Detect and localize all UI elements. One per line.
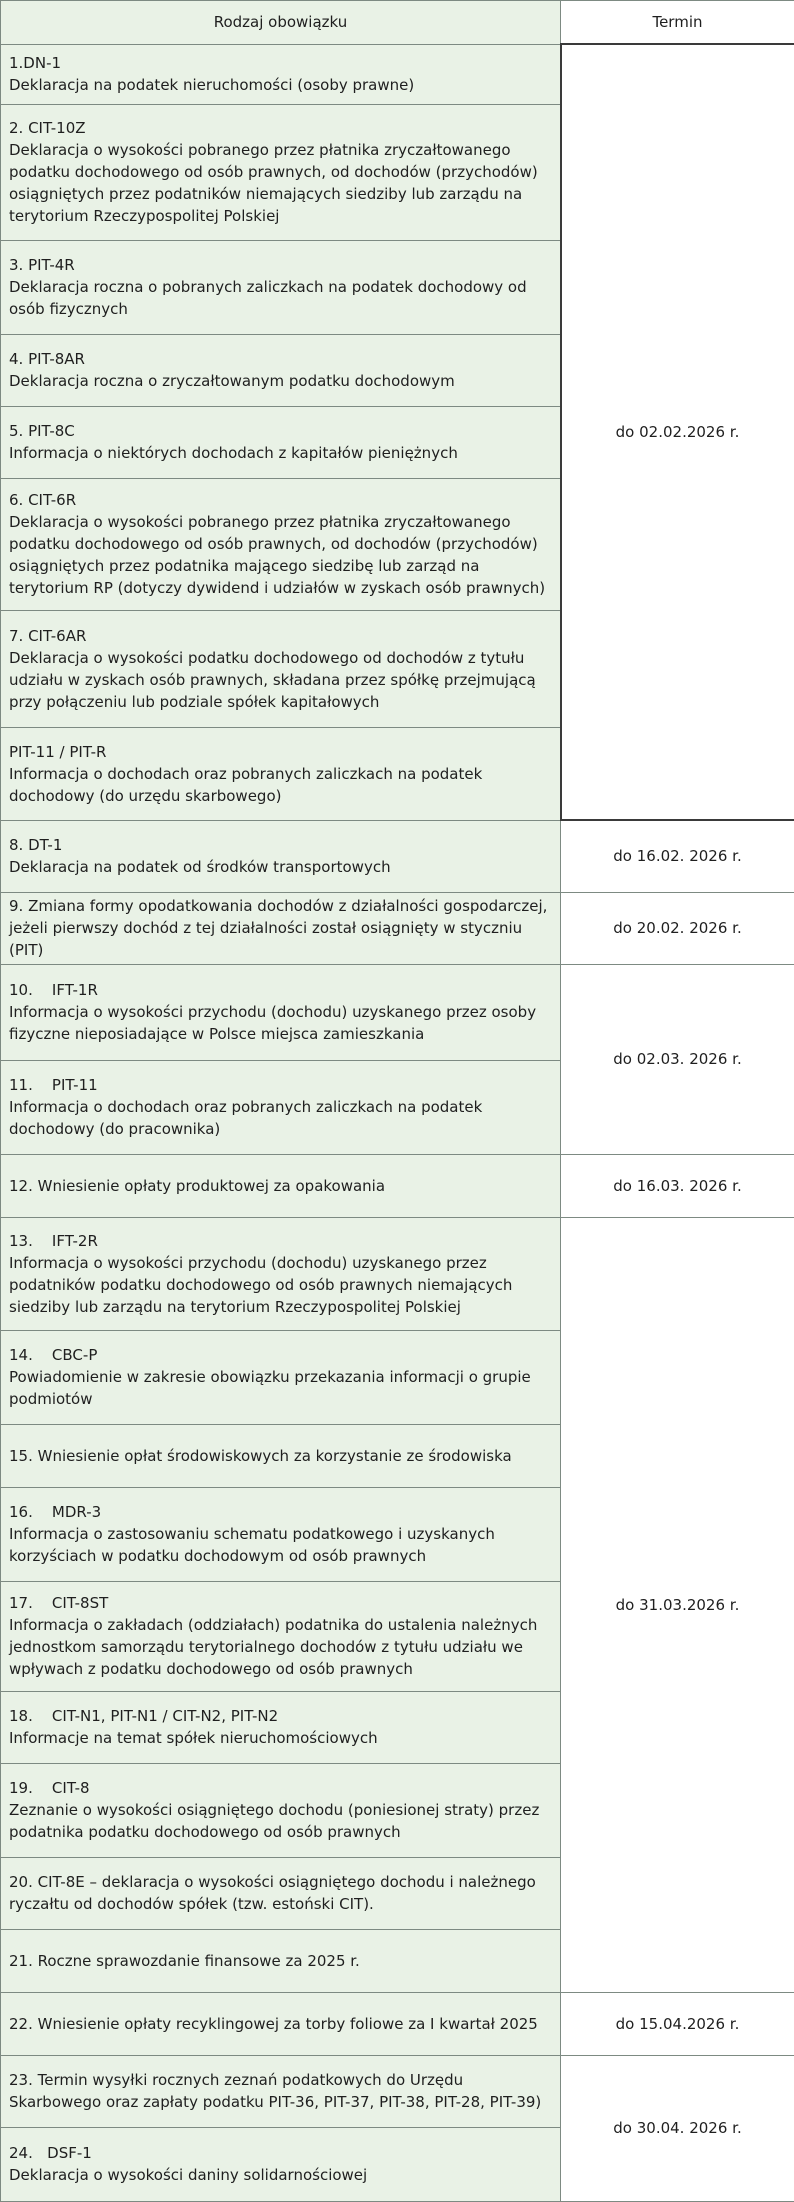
column-header-deadline: Termin xyxy=(561,1,794,45)
column-header-obligation: Rodzaj obowiązku xyxy=(1,1,561,45)
deadline-cell: do 31.03.2026 r. xyxy=(561,1217,794,1992)
deadline-cell: do 02.03. 2026 r. xyxy=(561,964,794,1154)
obligation-cell xyxy=(1,964,561,1060)
obligation-description: Informacja o dochodach oraz pobranych zaliczkach na podatek dochodowy (do urzędu skarbowego) xyxy=(9,763,552,807)
obligation-cell xyxy=(1,334,561,406)
table-row xyxy=(1,1154,794,1217)
obligation-title: 13. IFT-2R xyxy=(9,1230,552,1252)
deadline-cell: do 30.04. 2026 r. xyxy=(561,2055,794,2201)
obligation-cell xyxy=(1,1691,561,1763)
deadline-cell: do 20.02. 2026 r. xyxy=(561,892,794,964)
obligation-title: 8. DT-1 xyxy=(9,834,552,856)
deadline-cell: do 15.04.2026 r. xyxy=(561,1992,794,2055)
obligation-description: Deklaracja o wysokości pobranego przez płatnika zryczałtowanego podatku dochodowego od osób prawnych, od dochodów (przychodów) osiągniętych przez podatnika mającego siedzibę lub zarząd na terytorium RP (dotyczy dywidend i udziałów w zyskach osób prawnych) xyxy=(9,511,552,599)
obligation-cell xyxy=(1,1060,561,1154)
obligation-description: Deklaracja o wysokości podatku dochodowego od dochodów z tytułu udziału w zyskach osób prawnych, składana przez spółkę przejmującą przy połączeniu lub podziale spółek kapitałowych xyxy=(9,647,552,713)
obligation-title: 10. IFT-1R xyxy=(9,979,552,1001)
obligation-title: 6. CIT-6R xyxy=(9,489,552,511)
table-row xyxy=(1,964,794,1060)
deadline-cell: do 16.02. 2026 r. xyxy=(561,820,794,892)
obligation-cell xyxy=(1,104,561,240)
obligation-title: 17. CIT-8ST xyxy=(9,1592,552,1614)
obligation-title: 22. Wniesienie opłaty recyklingowej za torby foliowe za I kwartał 2025 xyxy=(9,2013,552,2035)
obligation-title: 21. Roczne sprawozdanie finansowe za 2025 r. xyxy=(9,1950,552,1972)
table-row xyxy=(1,2055,794,2127)
obligation-description: Informacja o zastosowaniu schematu podatkowego i uzyskanych korzyściach w podatku dochodowym od osób prawnych xyxy=(9,1523,552,1567)
obligation-cell xyxy=(1,1929,561,1992)
obligation-cell xyxy=(1,1581,561,1691)
obligation-title: 4. PIT-8AR xyxy=(9,348,552,370)
obligation-title: 23. Termin wysyłki rocznych zeznań podatkowych do Urzędu Skarbowego oraz zapłaty podatku PIT-36, PIT-37, PIT-38, PIT-28, PIT-39) xyxy=(9,2069,552,2113)
obligation-title: 3. PIT-4R xyxy=(9,254,552,276)
obligation-title: 7. CIT-6AR xyxy=(9,625,552,647)
obligation-description: Informacje na temat spółek nieruchomościowych xyxy=(9,1727,552,1749)
obligation-cell xyxy=(1,1154,561,1217)
obligation-title: 24. DSF-1 xyxy=(9,2142,552,2164)
table-row xyxy=(1,892,794,964)
obligation-description: Deklaracja na podatek od środków transportowych xyxy=(9,856,552,878)
obligation-title: PIT-11 / PIT-R xyxy=(9,741,552,763)
obligation-description: Informacja o zakładach (oddziałach) podatnika do ustalenia należnych jednostkom samorządu terytorialnego dochodów z tytułu udziału we wpływach z podatku dochodowego od osób prawnych xyxy=(9,1614,552,1680)
obligation-title: 11. PIT-11 xyxy=(9,1074,552,1096)
obligation-title: 14. CBC-P xyxy=(9,1344,552,1366)
obligation-cell xyxy=(1,1763,561,1857)
obligation-cell xyxy=(1,727,561,820)
obligation-title: 19. CIT-8 xyxy=(9,1777,552,1799)
obligation-cell xyxy=(1,1487,561,1581)
table-row xyxy=(1,1217,794,1330)
obligation-title: 12. Wniesienie opłaty produktowej za opakowania xyxy=(9,1175,552,1197)
obligation-cell xyxy=(1,610,561,727)
obligation-title: 2. CIT-10Z xyxy=(9,117,552,139)
obligation-description: Deklaracja na podatek nieruchomości (osoby prawne) xyxy=(9,74,552,96)
obligation-description: Deklaracja roczna o zryczałtowanym podatku dochodowym xyxy=(9,370,552,392)
obligation-cell xyxy=(1,406,561,478)
table-header-row xyxy=(1,1,794,45)
obligation-description: Deklaracja o wysokości pobranego przez płatnika zryczałtowanego podatku dochodowego od osób prawnych, od dochodów (przychodów) osiągniętych przez podatników niemających siedziby lub zarządu na terytorium Rzeczypospolitej Polskiej xyxy=(9,139,552,227)
obligation-cell xyxy=(1,1857,561,1929)
obligation-cell xyxy=(1,1330,561,1424)
obligation-cell xyxy=(1,2127,561,2201)
table-row xyxy=(1,1992,794,2055)
obligation-title: 20. CIT-8E – deklaracja o wysokości osiągniętego dochodu i należnego ryczałtu od dochodów spółek (tzw. estoński CIT). xyxy=(9,1871,552,1915)
deadline-cell: do 16.03. 2026 r. xyxy=(561,1154,794,1217)
obligation-cell xyxy=(1,240,561,334)
obligation-cell xyxy=(1,892,561,964)
table-row xyxy=(1,44,794,104)
deadline-cell: do 02.02.2026 r. xyxy=(561,44,794,820)
obligation-title: 9. Zmiana formy opodatkowania dochodów z działalności gospodarczej, jeżeli pierwszy dochód z tej działalności został osiągnięty w styczniu (PIT) xyxy=(9,895,552,961)
obligation-description: Powiadomienie w zakresie obowiązku przekazania informacji o grupie podmiotów xyxy=(9,1366,552,1410)
obligation-description: Informacja o dochodach oraz pobranych zaliczkach na podatek dochodowy (do pracownika) xyxy=(9,1096,552,1140)
obligation-title: 16. MDR-3 xyxy=(9,1501,552,1523)
obligation-cell xyxy=(1,1992,561,2055)
obligation-description: Deklaracja o wysokości daniny solidarnościowej xyxy=(9,2164,552,2186)
obligation-title: 1.DN-1 xyxy=(9,52,552,74)
obligation-cell xyxy=(1,1424,561,1487)
obligation-cell xyxy=(1,820,561,892)
obligation-title: 18. CIT-N1, PIT-N1 / CIT-N2, PIT-N2 xyxy=(9,1705,552,1727)
obligation-cell xyxy=(1,478,561,610)
obligation-cell xyxy=(1,2055,561,2127)
obligation-description: Informacja o niektórych dochodach z kapitałów pieniężnych xyxy=(9,442,552,464)
obligation-description: Informacja o wysokości przychodu (dochodu) uzyskanego przez podatników podatku dochodowego od osób prawnych niemających siedziby lub zarządu na terytorium Rzeczypospolitej Polskiej xyxy=(9,1252,552,1318)
obligation-description: Zeznanie o wysokości osiągniętego dochodu (poniesionej straty) przez podatnika podatku dochodowego od osób prawnych xyxy=(9,1799,552,1843)
obligation-description: Deklaracja roczna o pobranych zaliczkach na podatek dochodowy od osób fizycznych xyxy=(9,276,552,320)
obligation-title: 15. Wniesienie opłat środowiskowych za korzystanie ze środowiska xyxy=(9,1445,552,1467)
table-row xyxy=(1,820,794,892)
obligation-title: 5. PIT-8C xyxy=(9,420,552,442)
obligation-description: Informacja o wysokości przychodu (dochodu) uzyskanego przez osoby fizyczne nieposiadające w Polsce miejsca zamieszkania xyxy=(9,1001,552,1045)
obligation-cell xyxy=(1,44,561,104)
obligation-cell xyxy=(1,1217,561,1330)
